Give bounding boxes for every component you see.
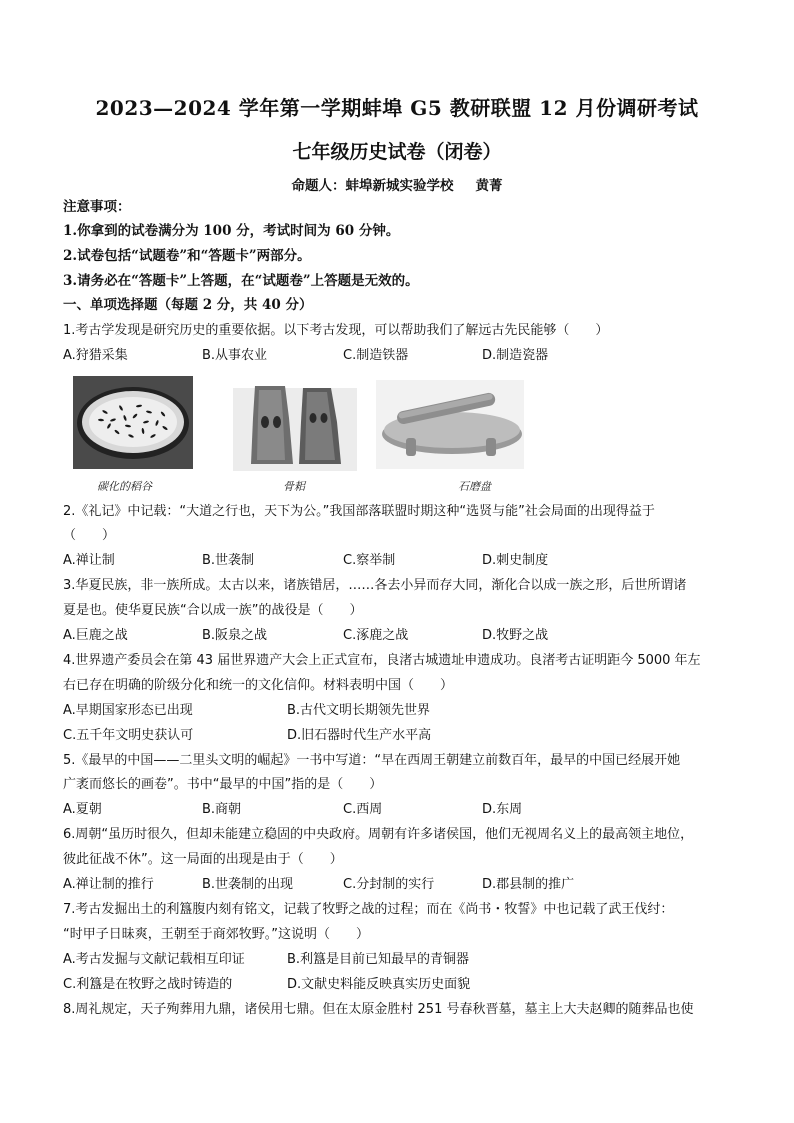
question-text: 4.世界遗产委员会在第 43 届世界遗产大会上正式宣布，良渚古城遗址申遗成功。良渚考古证明距今 5000 年左 <box>63 653 701 668</box>
question-text: 8.周礼规定，天子殉葬用九鼎，诸侯用七鼎。但在太原金胜村 251 号春秋晋墓，墓主上大夫赵卿的随葬品也使 <box>63 1002 694 1017</box>
option-a: A.夏朝 <box>63 802 102 817</box>
option-a: A.狩猎采集 <box>63 348 128 363</box>
author-line <box>0 174 794 194</box>
option-d: D.旧石器时代生产水平高 <box>287 728 432 743</box>
option-c: C.制造铁器 <box>343 348 409 363</box>
option-c: C.五千年文明史获认可 <box>63 728 194 743</box>
option-c: C.利簋是在牧野之战时铸造的 <box>63 977 233 992</box>
question-text: 2.《礼记》中记载：“大道之行也，天下为公。”我国部落联盟时期这种“选贤与能”社会局面的出现得益于 <box>63 504 655 519</box>
question-text: 广袤而悠长的画卷”。书中“最早的中国”指的是（ ） <box>63 777 383 792</box>
option-d: D.刺史制度 <box>482 553 549 568</box>
option-d: D.文献史料能反映真实历史面貌 <box>287 977 471 992</box>
option-d: D.郡县制的推广 <box>482 877 575 892</box>
note-item: 3.请务必在“答题卡”上答题，在“试题卷”上答题是无效的。 <box>63 273 419 289</box>
option-b: B.商朝 <box>202 802 242 817</box>
option-b: B.古代文明长期领先世界 <box>287 703 431 718</box>
option-a: A.考古发掘与文献记载相互印证 <box>63 952 245 967</box>
option-d: D.牧野之战 <box>482 628 549 643</box>
stone-mill-photo <box>376 380 524 469</box>
question-text: 夏是也。使华夏民族“合以成一族”的战役是（ ） <box>63 603 363 618</box>
option-a: A.巨鹿之战 <box>63 628 128 643</box>
question-text: 彼此征战不休”。这一局面的出现是由于（ ） <box>63 852 343 867</box>
question-text: 右已存在明确的阶级分化和统一的文化信仰。材料表明中国（ ） <box>63 678 454 693</box>
option-b: B.世袭制 <box>202 553 255 568</box>
bone-spade-photo <box>233 378 357 471</box>
question-text: 3.华夏民族，非一族所成。太古以来，诸族错居，……各去小异而存大同，渐化合以成一族之形，后世所谓诸 <box>63 578 687 593</box>
author-name: 黄菁 <box>475 178 503 194</box>
option-b: B.世袭制的出现 <box>202 877 294 892</box>
question-text: “时甲子日昧爽，王朝至于商郊牧野。”这说明（ ） <box>63 927 369 942</box>
option-a: A.早期国家形态已出现 <box>63 703 193 718</box>
question-text: 6.周朝“虽历时很久，但却未能建立稳固的中央政府。周朝有许多诸侯国，他们无视周名义上的最高领主地位， <box>63 827 694 842</box>
section-heading: 一、单项选择题（每题 2 分，共 40 分） <box>63 297 313 313</box>
option-a: A.禅让制 <box>63 553 115 568</box>
question-text: 5.《最早的中国——二里头文明的崛起》一书中写道：“早在西周王朝建立前数百年，最早的中国已经展开她 <box>63 753 681 768</box>
question-text: 7.考古发掘出土的利簋腹内刻有铭文，记载了牧野之战的过程；而在《尚书・牧誓》中也记载了武王伐纣： <box>63 902 674 917</box>
option-c: C.涿鹿之战 <box>343 628 409 643</box>
option-b: B.从事农业 <box>202 348 268 363</box>
exam-subtitle: 七年级历史试卷（闭卷） <box>292 141 502 163</box>
note-item: 1.你拿到的试卷满分为 100 分，考试时间为 60 分钟。 <box>63 223 400 239</box>
figure-caption: 骨耜 <box>283 480 305 493</box>
exam-title: 2023—2024 学年第一学期蚌埠 G5 教研联盟 12 月份调研考试 <box>95 96 699 120</box>
option-c: C.分封制的实行 <box>343 877 435 892</box>
carbonized-rice-photo <box>73 376 193 469</box>
question-text: （ ） <box>63 528 116 543</box>
figure-caption: 石磨盘 <box>458 480 491 493</box>
option-d: D.东周 <box>482 802 523 817</box>
question-text: 1.考古学发现是研究历史的重要依据。以下考古发现，可以帮助我们了解远古先民能够（ ） <box>63 323 609 338</box>
option-b: B.利簋是目前已知最早的青铜器 <box>287 952 470 967</box>
option-c: C.察举制 <box>343 553 396 568</box>
option-d: D.制造瓷器 <box>482 348 549 363</box>
notes-heading: 注意事项： <box>63 199 131 215</box>
author-label: 命题人：蚌埠新城实验学校 <box>291 178 454 194</box>
figure-caption: 碳化的稻谷 <box>97 480 152 493</box>
option-c: C.西周 <box>343 802 383 817</box>
option-a: A.禅让制的推行 <box>63 877 154 892</box>
option-b: B.阪泉之战 <box>202 628 268 643</box>
note-item: 2.试卷包括“试题卷”和“答题卡”两部分。 <box>63 248 311 264</box>
